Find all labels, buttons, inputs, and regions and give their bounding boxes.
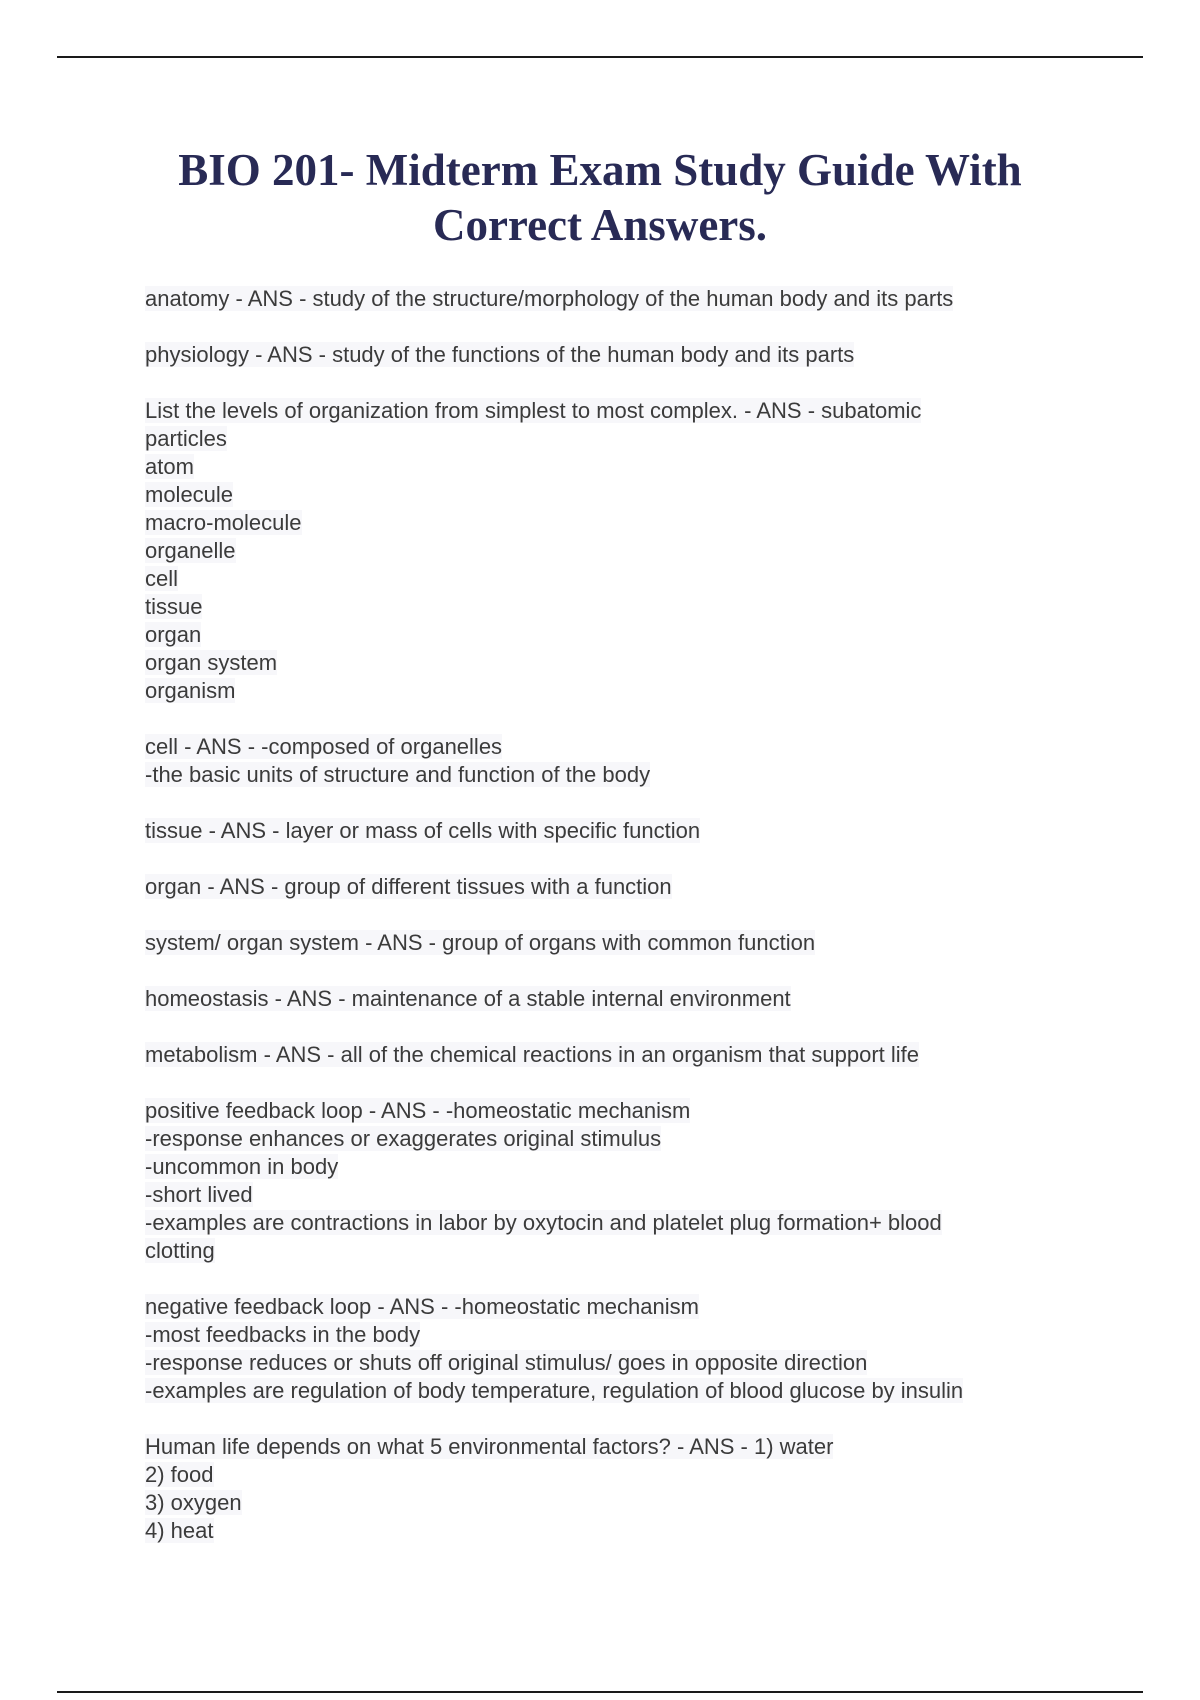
- qa-entry-text: 4) heat: [145, 1518, 214, 1543]
- qa-entry-text: atom: [145, 454, 194, 479]
- qa-entry-text: -response reduces or shuts off original stimulus/ goes in opposite direction: [145, 1350, 868, 1375]
- qa-entry-text: physiology - ANS - study of the functions of the human body and its parts: [145, 342, 855, 367]
- qa-entry-text: organism: [145, 678, 236, 703]
- qa-entry-answer-line: [145, 1461, 1065, 1489]
- qa-entry-text: cell: [145, 566, 179, 591]
- qa-entry-text: macro-molecule: [145, 510, 302, 535]
- qa-entry: [145, 1293, 1065, 1405]
- qa-entry-answer-line: [145, 565, 1065, 593]
- qa-entry-term-line: [145, 929, 1065, 957]
- qa-entry-answer-line: [145, 1489, 1065, 1517]
- qa-entry: [145, 817, 1065, 845]
- qa-entry-term-line: [145, 733, 1065, 761]
- qa-entry: [145, 1041, 1065, 1069]
- qa-entry-answer-line: [145, 1153, 1065, 1181]
- qa-entry-answer-line: [145, 621, 1065, 649]
- qa-entry-answer-line: [145, 677, 1065, 705]
- qa-entry-text: -uncommon in body: [145, 1154, 339, 1179]
- study-guide-content: [145, 285, 1065, 1573]
- qa-entry-text: List the levels of organization from simplest to most complex. - ANS - subatomic: [145, 398, 922, 423]
- qa-entry: [145, 733, 1065, 789]
- qa-entry-text: 2) food: [145, 1462, 214, 1487]
- title-line-1: BIO 201- Midterm Exam Study Guide With: [178, 145, 1022, 195]
- qa-entry-answer-line: [145, 1377, 1065, 1405]
- qa-entry-term-line: [145, 1097, 1065, 1125]
- qa-entry-answer-line: [145, 1125, 1065, 1153]
- qa-entry: [145, 397, 1065, 705]
- qa-entry-text: tissue: [145, 594, 203, 619]
- qa-entry-answer-line: [145, 481, 1065, 509]
- qa-entry-term-line: [145, 1293, 1065, 1321]
- qa-entry-text: molecule: [145, 482, 234, 507]
- qa-entry-answer-line: [145, 1349, 1065, 1377]
- qa-entry-text: organ system: [145, 650, 278, 675]
- qa-entry-answer-line: [145, 537, 1065, 565]
- qa-entry-term-line: [145, 397, 1065, 425]
- qa-entry-text: positive feedback loop - ANS - -homeostatic mechanism: [145, 1098, 691, 1123]
- qa-entry-text: system/ organ system - ANS - group of organs with common function: [145, 930, 816, 955]
- qa-entry-answer-line: [145, 1321, 1065, 1349]
- qa-entry-text: particles: [145, 426, 227, 451]
- qa-entry-term-line: [145, 985, 1065, 1013]
- qa-entry-text: negative feedback loop - ANS - -homeostatic mechanism: [145, 1294, 699, 1319]
- qa-entry-term-line: [145, 1041, 1065, 1069]
- qa-entry: [145, 341, 1065, 369]
- qa-entry-answer-line: [145, 1209, 1065, 1237]
- qa-entry-text: homeostasis - ANS - maintenance of a stable internal environment: [145, 986, 791, 1011]
- qa-entry-text: -short lived: [145, 1182, 253, 1207]
- qa-entry-term-line: [145, 341, 1065, 369]
- qa-entry-text: tissue - ANS - layer or mass of cells with specific function: [145, 818, 701, 843]
- qa-entry-answer-line: [145, 509, 1065, 537]
- qa-entry-text: 3) oxygen: [145, 1490, 242, 1515]
- qa-entry-answer-line: [145, 593, 1065, 621]
- qa-entry: [145, 985, 1065, 1013]
- qa-entry-term-line: [145, 1433, 1065, 1461]
- qa-entry-text: Human life depends on what 5 environmental factors? - ANS - 1) water: [145, 1434, 834, 1459]
- qa-entry-text: -most feedbacks in the body: [145, 1322, 421, 1347]
- qa-entry-answer-line: [145, 649, 1065, 677]
- qa-entry-answer-line: [145, 1517, 1065, 1545]
- qa-entry: [145, 873, 1065, 901]
- qa-entry-answer-line: [145, 453, 1065, 481]
- qa-entry: [145, 1433, 1065, 1545]
- qa-entry-text: -the basic units of structure and function of the body: [145, 762, 651, 787]
- qa-entry-text: clotting: [145, 1238, 215, 1263]
- qa-entry-text: -examples are regulation of body temperature, regulation of blood glucose by insulin: [145, 1378, 964, 1403]
- qa-entry: [145, 929, 1065, 957]
- qa-entry: [145, 285, 1065, 313]
- qa-entry-term-line: [145, 285, 1065, 313]
- qa-entry-term-line: [145, 817, 1065, 845]
- bottom-divider: [57, 1691, 1143, 1693]
- qa-entry-text: cell - ANS - -composed of organelles: [145, 734, 503, 759]
- top-divider: [57, 56, 1143, 58]
- qa-entry-answer-line: [145, 761, 1065, 789]
- qa-entry-text: metabolism - ANS - all of the chemical reactions in an organism that support life: [145, 1042, 920, 1067]
- qa-entry-text: organ: [145, 622, 202, 647]
- document-title: [100, 143, 1100, 253]
- qa-entry-text: organelle: [145, 538, 236, 563]
- qa-entry-answer-line: [145, 425, 1065, 453]
- title-line-2: Correct Answers.: [432, 200, 768, 250]
- qa-entry-term-line: [145, 873, 1065, 901]
- qa-entry-text: -response enhances or exaggerates original stimulus: [145, 1126, 662, 1151]
- qa-entry-text: organ - ANS - group of different tissues with a function: [145, 874, 672, 899]
- qa-entry-text: anatomy - ANS - study of the structure/morphology of the human body and its parts: [145, 286, 954, 311]
- qa-entry-text: -examples are contractions in labor by oxytocin and platelet plug formation+ blood: [145, 1210, 942, 1235]
- qa-entry-answer-line: [145, 1237, 1065, 1265]
- qa-entry: [145, 1097, 1065, 1265]
- qa-entry-answer-line: [145, 1181, 1065, 1209]
